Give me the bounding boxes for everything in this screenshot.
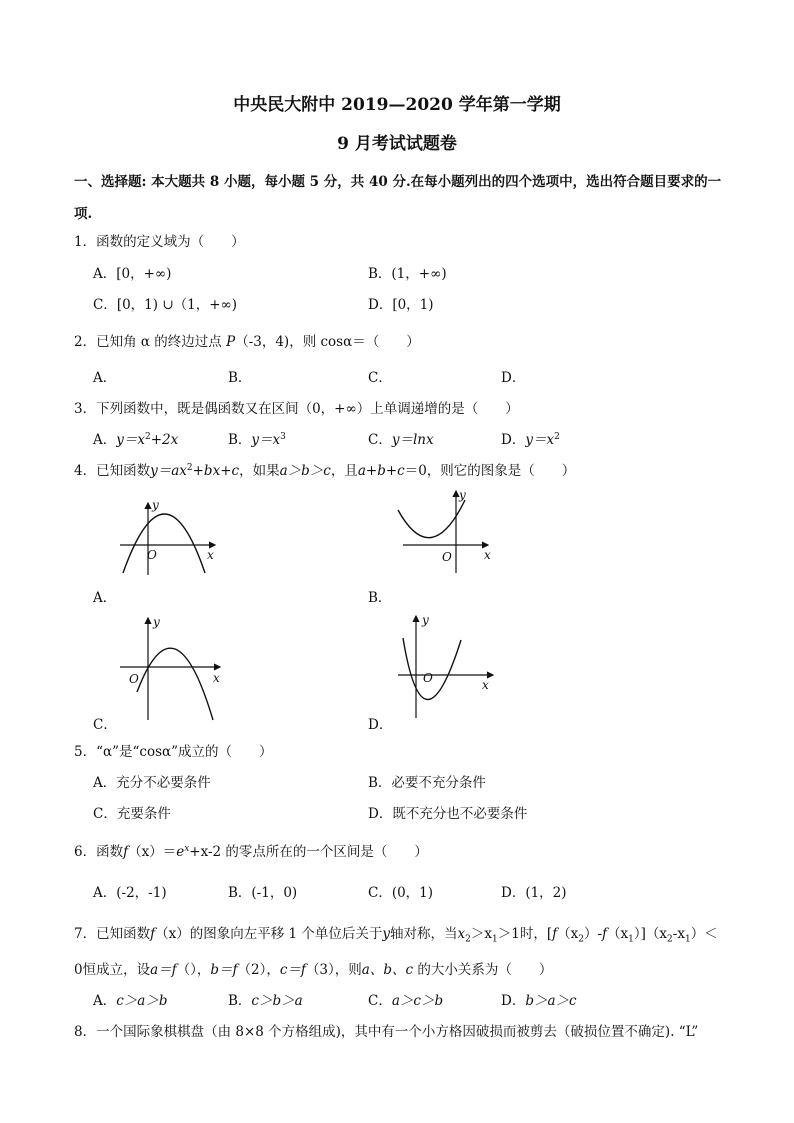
- q7-l1-s: ）＜: [690, 926, 718, 942]
- q3-option-c: [368, 428, 434, 448]
- parabola-curve: [398, 500, 465, 538]
- x-axis-label: x: [213, 671, 220, 685]
- q1-option-a: A．[0，+∞): [93, 266, 172, 282]
- q7-c-label: C．: [368, 993, 392, 1009]
- q7-l1-m: （x: [607, 926, 629, 942]
- q4-stem-c: ，且: [330, 463, 358, 479]
- q7-l1-n: 1: [628, 934, 634, 945]
- q2-option-d: D．: [501, 370, 526, 386]
- q7-option-c: [368, 989, 443, 1009]
- q5-option-a: A．充分不必要条件: [93, 775, 211, 791]
- q3-c-expr: y＝lnx: [391, 432, 434, 448]
- q4-graph-a: [115, 495, 225, 580]
- q7-l1-p: 2: [667, 934, 673, 945]
- q7-l1-b: （x）的图象向左平移 1 个单位后关于: [155, 926, 383, 942]
- q1-option-c: C．[0，1) ∪（1，+∞): [93, 297, 238, 313]
- q3-a-expr: y＝x: [116, 432, 145, 448]
- q1-stem: 1．函数的定义域为（ ）: [74, 234, 245, 250]
- q7-l1-f: f: [150, 926, 156, 942]
- q3-d-expr: y＝x: [525, 432, 555, 448]
- q6-stem-a: 6．函数: [74, 844, 124, 860]
- q3-b-sup: 3: [280, 432, 286, 442]
- q4-stem-d: ＝0，则它的图象是（ ）: [404, 463, 576, 479]
- q7-l1-g: ＞1时，[: [497, 926, 553, 942]
- q6-option-a: A．(-2，-1): [93, 885, 167, 901]
- x-axis-label: x: [484, 548, 491, 562]
- origin-label: O: [442, 550, 452, 564]
- q7-l1-o: ）]（x: [633, 926, 668, 942]
- q4-stem: [74, 459, 575, 479]
- y-axis-label: y: [153, 615, 160, 629]
- q5-stem: 5．“α”是“cosα”成立的（ ）: [74, 744, 273, 760]
- q7-l2-f: c＝f: [279, 962, 306, 978]
- q7-d-label: D．: [501, 993, 526, 1009]
- x-axis-label: x: [482, 678, 489, 692]
- q7-l1-i: （x: [557, 926, 579, 942]
- q6-option-c: C．(0，1): [368, 885, 434, 901]
- q6-option-d: D．(1，2): [501, 885, 567, 901]
- q7-a-expr: c＞a＞b: [116, 993, 168, 1009]
- q2-option-c: C．: [368, 370, 392, 386]
- q4-option-a: A．: [93, 590, 117, 606]
- q7-l1-j: 2: [578, 934, 584, 945]
- q2-stem-b: （-3，4)，则 cosα＝（ ）: [235, 334, 420, 350]
- q7-l1-l: f: [602, 926, 608, 942]
- q6-stem-b: （x）＝: [128, 844, 177, 860]
- origin-label: O: [423, 671, 433, 685]
- q2-stem-a: 2．已知角 α 的终边过点: [74, 334, 222, 350]
- q7-option-a: [93, 989, 168, 1009]
- q7-l1-k: ）-: [583, 926, 603, 942]
- q2-option-b: B．: [228, 370, 252, 386]
- q3-option-a: [93, 428, 178, 448]
- q1-option-d: D．[0，1): [368, 297, 434, 313]
- q4-stem-cond2: a+b+c: [357, 463, 405, 479]
- q7-l2-c: （），: [176, 962, 211, 978]
- q6-option-b: B．(-1，0): [228, 885, 298, 901]
- q7-d-expr: b＞a＞c: [525, 993, 577, 1009]
- q3-b-label: B．: [228, 432, 252, 448]
- q4-stem-f: y＝ax: [150, 463, 187, 479]
- q6-stem-f: f: [123, 844, 129, 860]
- q3-d-label: D．: [501, 432, 526, 448]
- parabola-curve: [403, 638, 461, 700]
- q7-l2-b: a＝f: [150, 962, 177, 978]
- q7-l2-h: a、b、c: [361, 962, 414, 978]
- q7-l1-d: x: [457, 926, 466, 942]
- q7-l1-q: -x: [672, 926, 685, 942]
- q2-option-a: A．: [93, 370, 117, 386]
- section-heading-line1: 一、选择题: 本大题共 8 小题，每小题 5 分，共 40 分.在每小题列出的四个选项中，选出符合题目要求的一: [74, 174, 722, 190]
- q6-stem: [74, 840, 428, 860]
- q7-a-label: A．: [93, 993, 117, 1009]
- q7-l1-sub1: 1: [492, 934, 498, 945]
- q3-d-sup: 2: [554, 432, 560, 442]
- q4-stem-sup: 2: [186, 463, 193, 473]
- q1-option-b: B．(1，+∞): [368, 266, 447, 282]
- q4-stem-b: ，如果: [239, 463, 280, 479]
- q7-b-expr: c＞b＞a: [251, 993, 303, 1009]
- section-heading-line2: 项.: [74, 206, 93, 222]
- q8-stem: 8．一个国际象棋棋盘（由 8×8 个方格组成)，其中有一个小方格因破损而被剪去（破损位置不确定). “L”: [74, 1024, 699, 1040]
- x-axis-label: x: [207, 548, 214, 562]
- q7-c-expr: a＞c＞b: [391, 993, 444, 1009]
- page-subtitle: 9 月考试试题卷: [337, 134, 457, 154]
- parabola-curve: [123, 514, 205, 573]
- q3-option-d: [501, 428, 560, 448]
- y-axis-label: y: [459, 488, 466, 502]
- q6-stem-c: +x-2 的零点所在的一个区间是（ ）: [189, 844, 428, 860]
- y-axis-label: y: [152, 498, 159, 512]
- q7-l1-c: 轴对称，当: [390, 926, 458, 942]
- q4-graph-d: [393, 610, 503, 720]
- q7-l1-h: f: [552, 926, 558, 942]
- q3-a-sup: 2: [145, 432, 151, 442]
- q5-option-d: D．既不充分也不必要条件: [368, 806, 528, 822]
- q7-option-d: [501, 989, 577, 1009]
- q7-option-b: [228, 989, 303, 1009]
- q4-option-d: D．: [368, 717, 393, 733]
- q3-c-label: C．: [368, 432, 392, 448]
- q3-stem: 3．下列函数中，既是偶函数又在区间（0，+∞）上单调递增的是（ ）: [74, 401, 519, 417]
- q3-a-tail: +2x: [150, 432, 179, 448]
- q6-stem-e: e: [176, 844, 185, 860]
- page-title: 中央民大附中 2019—2020 学年第一学期: [233, 95, 561, 115]
- q3-option-b: [228, 428, 286, 448]
- q4-option-c: C．: [93, 717, 117, 733]
- q7-stem-line1: [74, 922, 718, 945]
- q5-option-c: C．充要条件: [93, 806, 171, 822]
- origin-label: O: [129, 672, 139, 686]
- q7-l2-e: （2），: [237, 962, 280, 978]
- q4-option-b: B．: [368, 590, 392, 606]
- q7-l1-y: y: [382, 926, 391, 942]
- q7-l2-i: 的大小关系为（ ）: [413, 962, 553, 978]
- q2-stem: [74, 330, 420, 350]
- q7-l1-a: 7．已知函数: [74, 926, 151, 942]
- origin-label: O: [147, 548, 157, 562]
- q7-l1-e: ＞x: [470, 926, 493, 942]
- q5-option-b: B．必要不充分条件: [368, 775, 486, 791]
- q4-stem-g: +bx+c: [192, 463, 240, 479]
- q7-l2-a: 0恒成立，设: [74, 962, 151, 978]
- q7-stem-line2: [74, 958, 552, 978]
- q4-stem-cond: a＞b＞c: [279, 463, 331, 479]
- q7-l2-g: （3），则: [305, 962, 362, 978]
- q7-l2-d: b＝f: [210, 962, 238, 978]
- q7-l1-r: 1: [684, 934, 691, 945]
- q4-stem-a: 4．已知函数: [74, 463, 151, 479]
- q4-graph-c: [115, 612, 230, 722]
- q7-b-label: B．: [228, 993, 252, 1009]
- q7-l1-sub2: 2: [465, 934, 471, 945]
- q3-b-expr: y＝x: [251, 432, 281, 448]
- q6-stem-sup: x: [184, 844, 190, 854]
- y-axis-label: y: [422, 613, 429, 627]
- q4-graph-b: [393, 485, 503, 575]
- q3-a-label: A．: [93, 432, 117, 448]
- q2-stem-p: P: [226, 334, 236, 350]
